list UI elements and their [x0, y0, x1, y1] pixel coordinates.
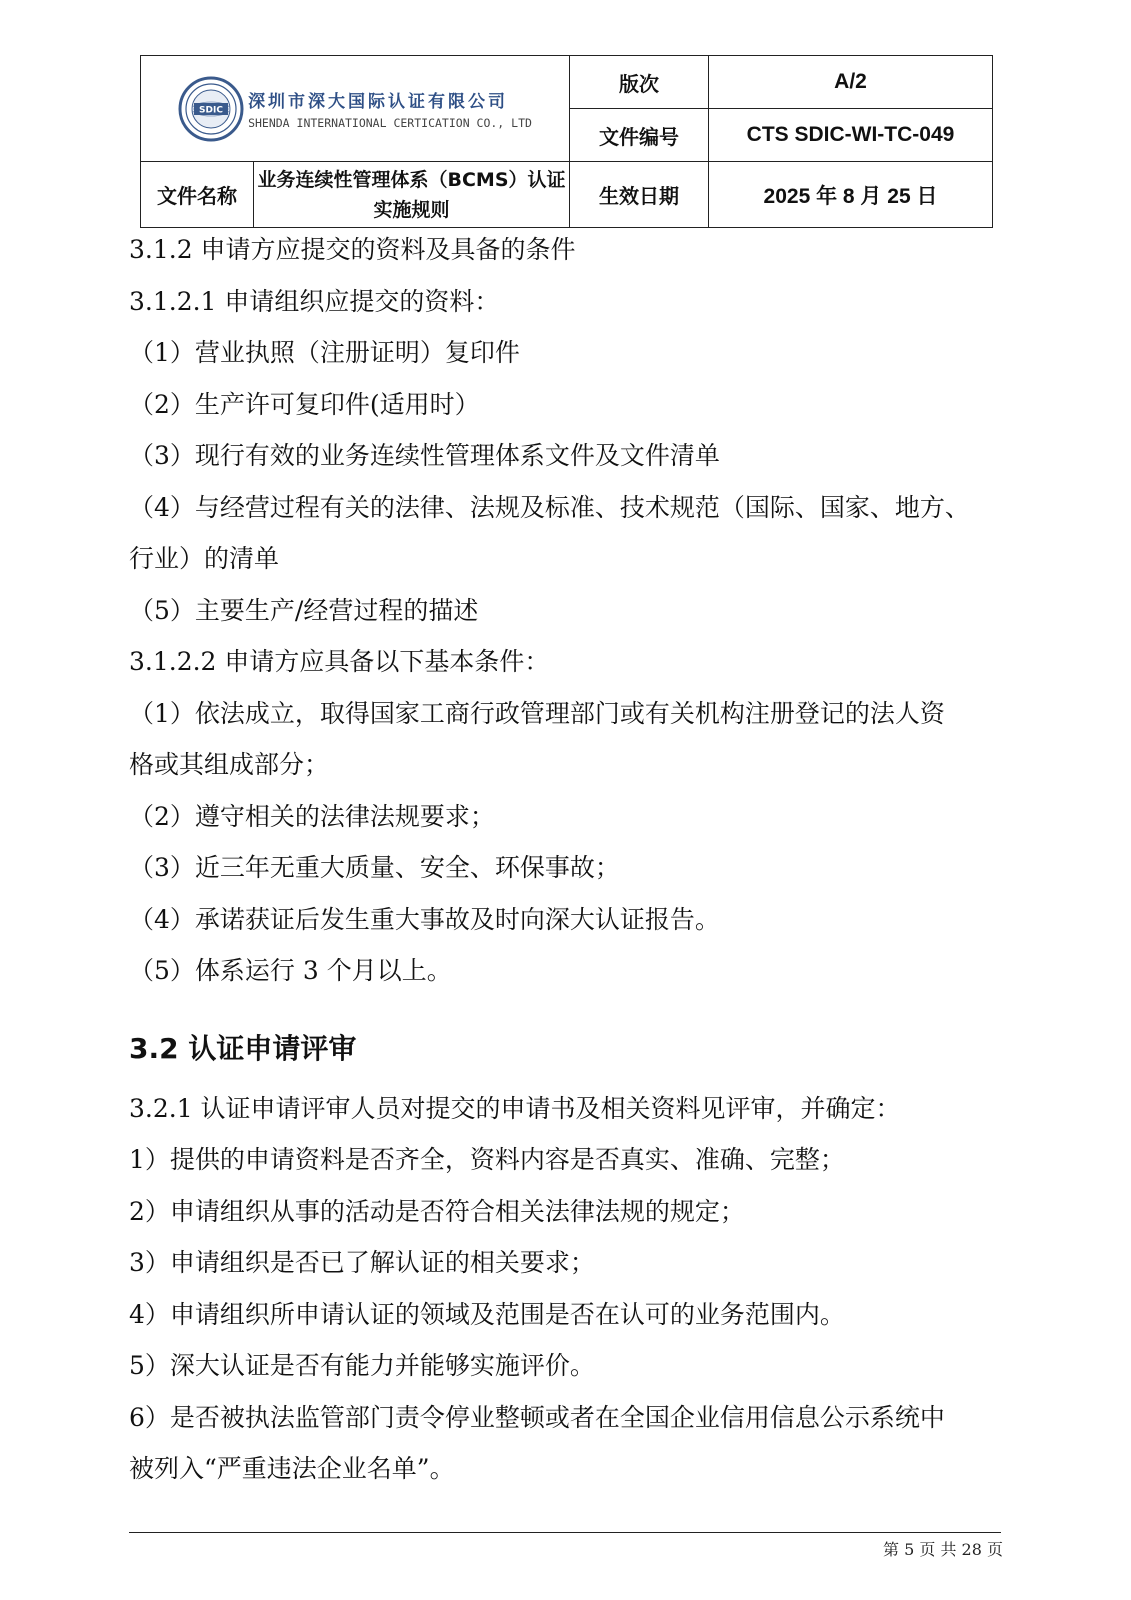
company-name-cn: 深圳市深大国际认证有限公司	[248, 92, 509, 112]
page-number: 第 5 页 共 28 页	[883, 1540, 1003, 1559]
body-line: 3.1.2 申请方应提交的资料及具备的条件	[129, 235, 576, 264]
body-line: （1）依法成立，取得国家工商行政管理部门或有关机构注册登记的法人资	[129, 698, 945, 728]
body-line: 3.1.2.1 申请组织应提交的资料：	[129, 286, 500, 316]
body-line: （2）生产许可复印件(适用时）	[129, 389, 480, 419]
body-line: 行业）的清单	[129, 544, 280, 573]
body-line: （3）现行有效的业务连续性管理体系文件及文件清单	[129, 441, 720, 470]
body-line: 5）深大认证是否有能力并能够实施评价。	[129, 1351, 595, 1380]
body-line: （3）近三年无重大质量、安全、环保事故；	[129, 853, 620, 882]
body-line: 3）申请组织是否已了解认证的相关要求；	[129, 1248, 595, 1277]
body-line: 3.2.1 认证申请评审人员对提交的申请书及相关资料见评审，并确定：	[129, 1093, 901, 1123]
body-line: 被列入“严重违法企业名单”。	[129, 1454, 455, 1483]
document-body	[129, 224, 1009, 1495]
seal-text: SDIC	[199, 105, 224, 115]
date-label: 生效日期	[570, 162, 709, 228]
body-line: （5）体系运行 3 个月以上。	[129, 956, 452, 985]
body-line: （5）主要生产/经营过程的描述	[129, 595, 479, 625]
body-line: 1）提供的申请资料是否齐全，资料内容是否真实、准确、完整；	[129, 1145, 845, 1174]
body-line: （1）营业执照（注册证明）复印件	[129, 338, 520, 367]
body-line: 3.1.2.2 申请方应具备以下基本条件：	[129, 647, 550, 676]
body-line: 2）申请组织从事的活动是否符合相关法律法规的规定；	[129, 1196, 745, 1226]
company-name-en: SHENDA INTERNATIONAL CERTICATION CO., LTD	[248, 116, 532, 130]
body-line: 格或其组成部分；	[129, 750, 330, 779]
body-line: 6）是否被执法监管部门责令停业整顿或者在全国企业信用信息公示系统中	[129, 1402, 945, 1432]
body-line: （2）遵守相关的法律法规要求；	[129, 801, 495, 831]
body-line: 4）申请组织所申请认证的领域及范围是否在认可的业务范围内。	[129, 1299, 845, 1329]
version-label: 版次	[570, 56, 709, 109]
company-seal-icon	[178, 76, 244, 142]
docno-value: CTS SDIC-WI-TC-049	[709, 109, 993, 162]
version-value: A/2	[709, 56, 993, 109]
body-line: （4）与经营过程有关的法律、法规及标准、技术规范（国际、国家、地方、	[129, 492, 970, 522]
company-logo-cell	[141, 56, 570, 162]
body-line: （4）承诺获证后发生重大事故及时向深大认证报告。	[129, 904, 720, 934]
footer-divider	[129, 1532, 1001, 1533]
date-value: 2025 年 8 月 25 日	[709, 162, 993, 228]
document-header-table	[140, 55, 993, 228]
docname-label: 文件名称	[141, 162, 254, 228]
docname-value: 业务连续性管理体系（BCMS）认证实施规则	[254, 162, 570, 228]
docno-label: 文件编号	[570, 109, 709, 162]
section-heading: 3.2 认证申请评审	[129, 1031, 357, 1065]
